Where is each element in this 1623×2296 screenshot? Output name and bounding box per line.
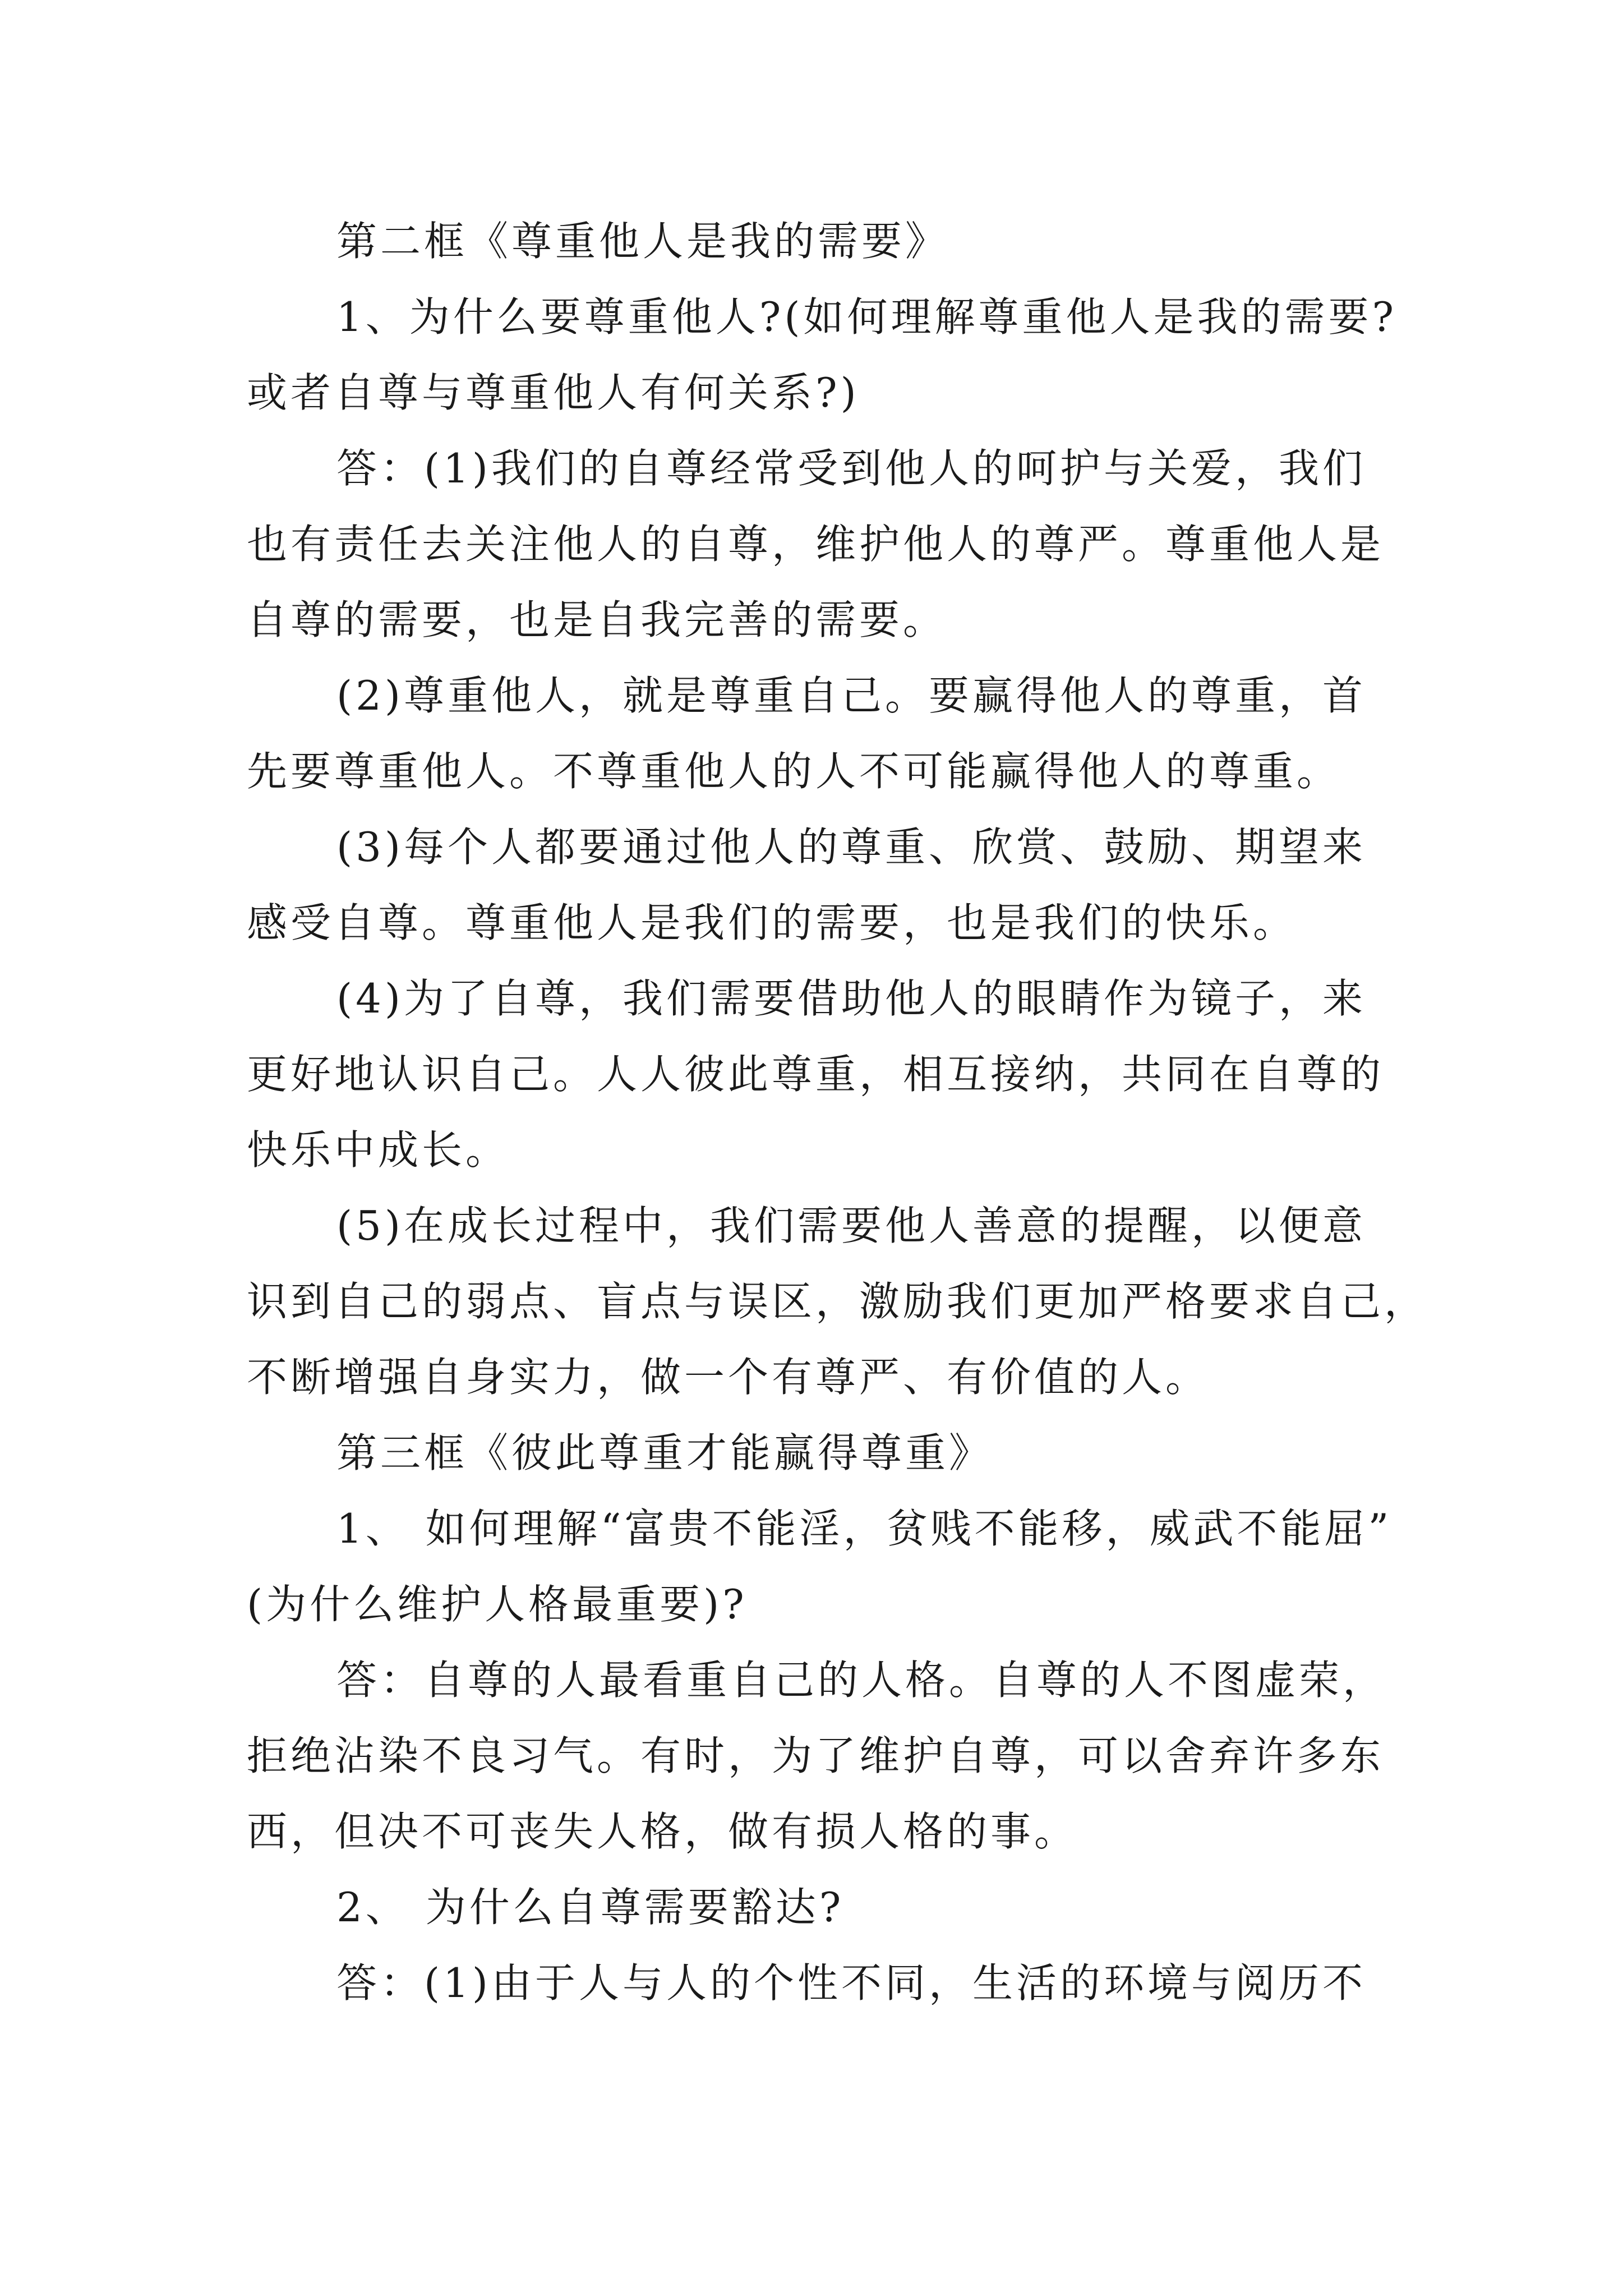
answer-6-line-2: 拒绝沾染不良习气。有时，为了维护自尊，可以舍弃许多东 (247, 1732, 1385, 1779)
answer-5-line-3: 不断增强自身实力，做一个有尊严、有价值的人。 (247, 1354, 1210, 1401)
answer-4-line-2: 更好地认识自己。人人彼此尊重，相互接纳，共同在自尊的 (247, 1051, 1385, 1098)
answer-4-line-3: 快乐中成长。 (247, 1126, 510, 1174)
answer-5-line-2: 识到自己的弱点、盲点与误区，激励我们更加严格要求自己， (247, 1278, 1428, 1325)
answer-5-line-1: (5)在成长过程中，我们需要他人善意的提醒，以便意 (336, 1202, 1366, 1249)
question-2-line-1: 1、 如何理解“富贵不能淫，贫贱不能移，威武不能屈” (336, 1505, 1393, 1552)
answer-1-line-2: 也有责任去关注他人的自尊，维护他人的尊严。尊重他人是 (247, 521, 1385, 568)
answer-4-line-1: (4)为了自尊，我们需要借助他人的眼睛作为镜子，来 (336, 975, 1366, 1022)
answer-7-line-1: 答：(1)由于人与人的个性不同，生活的环境与阅历不 (336, 1959, 1366, 2007)
answer-6-line-1: 答：自尊的人最看重自己的人格。自尊的人不图虚荣， (336, 1657, 1387, 1704)
answer-2-line-2: 先要尊重他人。不尊重他人的人不可能赢得他人的尊重。 (247, 748, 1341, 795)
answer-3-line-1: (3)每个人都要通过他人的尊重、欣赏、鼓励、期望来 (336, 823, 1366, 871)
answer-3-line-2: 感受自尊。尊重他人是我们的需要，也是我们的快乐。 (247, 899, 1297, 946)
question-3-line-1: 2、 为什么自尊需要豁达? (336, 1884, 845, 1931)
section-heading-2: 第二框《尊重他人是我的需要》 (336, 218, 949, 265)
section-heading-3: 第三框《彼此尊重才能赢得尊重》 (336, 1429, 993, 1476)
answer-1-line-1: 答：(1)我们的自尊经常受到他人的呵护与关爱，我们 (336, 445, 1366, 492)
answer-1-line-3: 自尊的需要，也是自我完善的需要。 (247, 596, 947, 643)
question-1-line-2: 或者自尊与尊重他人有何关系?) (247, 369, 860, 416)
answer-6-line-3: 西，但决不可丧失人格，做有损人格的事。 (247, 1808, 1078, 1855)
question-1-line-1: 1、为什么要尊重他人?(如何理解尊重他人是我的需要? (336, 293, 1398, 341)
answer-2-line-1: (2)尊重他人，就是尊重自己。要赢得他人的尊重，首 (336, 672, 1366, 719)
question-2-line-2: (为什么维护人格最重要)? (247, 1581, 748, 1628)
